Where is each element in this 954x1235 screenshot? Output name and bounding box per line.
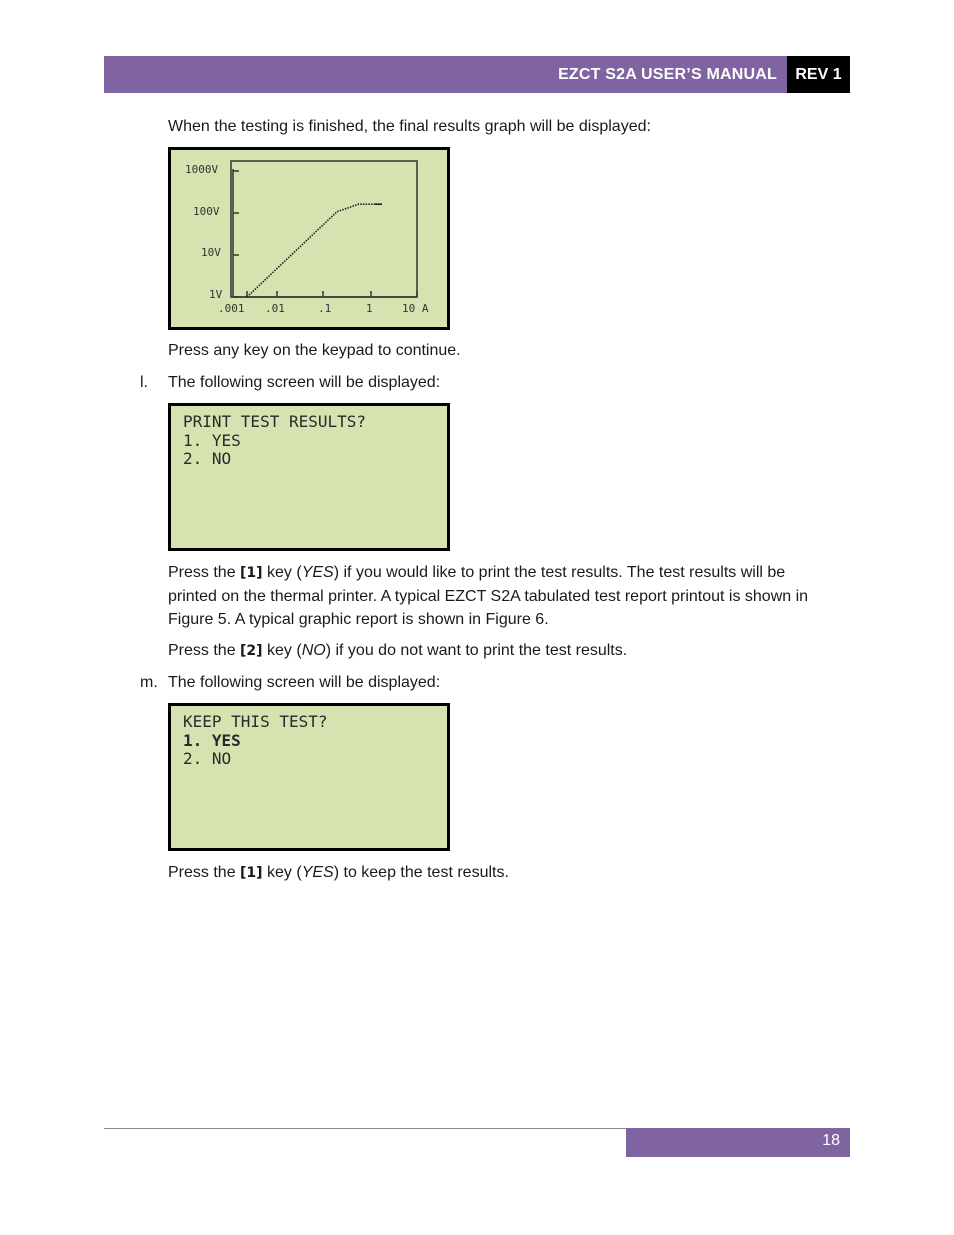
graph-plot-frame <box>231 161 417 297</box>
lcd-text <box>183 413 366 469</box>
lcd-line: PRINT TEST RESULTS? <box>183 412 367 431</box>
key-1-label: [1] <box>240 565 263 581</box>
text-run: key ( <box>262 864 302 881</box>
revision-badge: REV 1 <box>787 56 850 93</box>
text-run: Press the <box>168 864 241 881</box>
x-tick-label: .1 <box>318 302 332 315</box>
header-bar <box>104 56 787 93</box>
text-run: Press the <box>168 564 241 581</box>
y-tick-label: 1000V <box>185 163 219 176</box>
excitation-curve <box>247 204 382 297</box>
text-run: ) if you do not want to print the test results. <box>325 642 628 659</box>
x-tick-label: 10 A <box>402 302 429 315</box>
graph-ticks <box>233 171 417 297</box>
lcd-line-selected: 1. YES <box>183 730 241 750</box>
results-graph-screen <box>168 147 450 330</box>
x-tick-label: .001 <box>218 302 245 315</box>
key-2-label: [2] <box>240 643 263 659</box>
lcd-line: KEEP THIS TEST? <box>183 712 328 731</box>
lcd-line: 2. NO <box>183 749 232 768</box>
lcd-line: 2. NO <box>183 449 232 468</box>
y-tick-label: 100V <box>193 205 220 218</box>
y-tick-label: 1V <box>209 288 223 301</box>
print-results-screen <box>168 403 450 551</box>
x-tick-label: .01 <box>265 302 285 315</box>
lcd-text <box>183 713 328 769</box>
text-run: Press the <box>168 642 241 659</box>
footer-bar <box>626 1128 850 1157</box>
text-run: key ( <box>262 642 302 659</box>
step-marker-l: l. <box>140 374 148 391</box>
no-option: NO <box>301 642 326 659</box>
lcd-line: 1. YES <box>183 430 241 450</box>
print-no-instruction <box>168 639 833 663</box>
yes-option: YES <box>301 564 334 581</box>
key-1-label: [1] <box>240 865 263 881</box>
x-tick-label: 1 <box>366 302 373 315</box>
continue-text: Press any key on the keypad to continue. <box>168 342 461 359</box>
text-run: key ( <box>262 564 302 581</box>
page-number: 18 <box>822 1132 840 1149</box>
yes-option: YES <box>301 864 334 881</box>
keep-test-screen <box>168 703 450 851</box>
intro-text: When the testing is finished, the final results graph will be displayed: <box>168 118 651 135</box>
text-run: ) if you would like to print the test results. The test results will be printed on the thermal printer. A typical EZCT S2A tabulated test report printout is shown in Figure 5. A typical graphic report is shown in Figure 6. <box>168 564 809 628</box>
step-l-text: The following screen will be displayed: <box>168 374 441 391</box>
text-run: ) to keep the test results. <box>333 864 509 881</box>
footer-rule <box>104 1128 626 1129</box>
results-graph <box>171 150 447 327</box>
manual-title: EZCT S2A USER’S MANUAL <box>558 66 777 83</box>
step-m-text: The following screen will be displayed: <box>168 674 441 691</box>
print-yes-instruction <box>168 561 833 631</box>
step-marker-m: m. <box>140 674 158 691</box>
keep-yes-instruction <box>168 861 833 885</box>
y-tick-label: 10V <box>201 246 221 259</box>
